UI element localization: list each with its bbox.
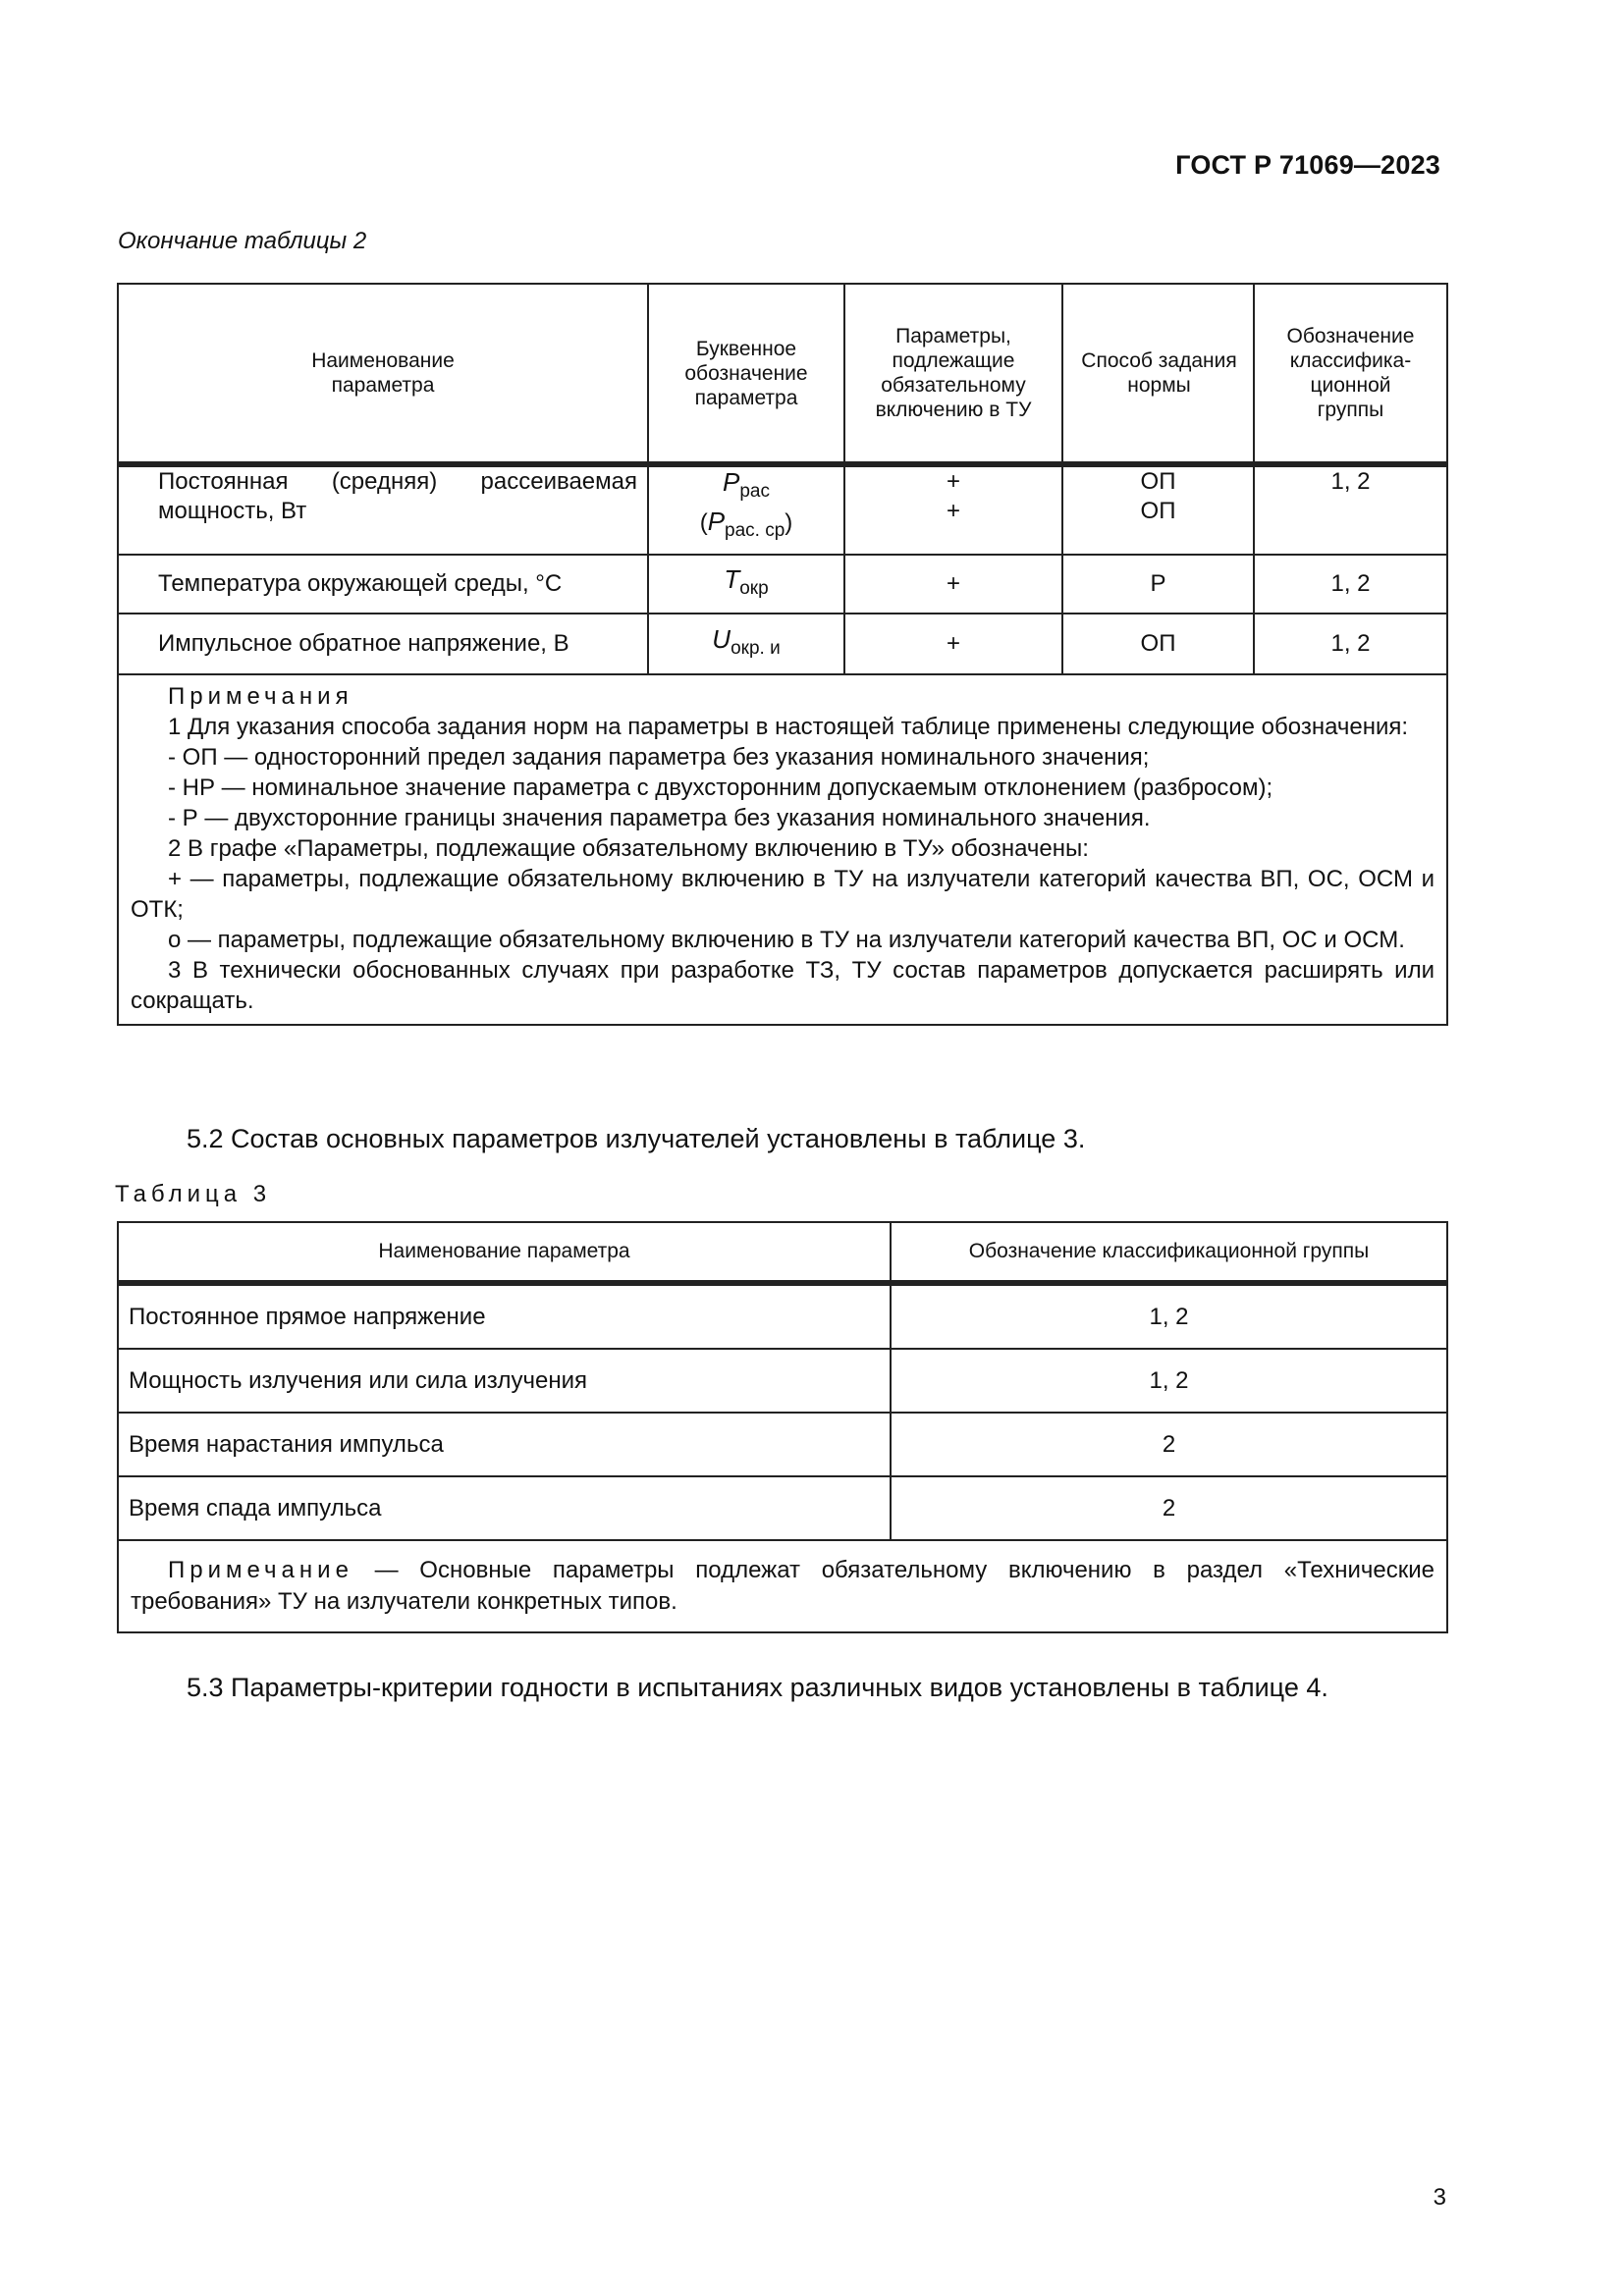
table-row xyxy=(118,464,1447,555)
param-symbol: $T_{окр}$ xyxy=(648,555,844,614)
param-symbol: $U_{окр. и}$ xyxy=(648,614,844,674)
note-plus: + — параметры, подлежащие обязательному включению в ТУ на излучатели категорий качества ВП, ОС, ОСМ и ОТК; xyxy=(131,866,1435,923)
note-dash-op: - ОП — односторонний предел задания параметра без указания номинального значения; xyxy=(168,744,1150,771)
table2-continuation-caption: Окончание таблицы 2 xyxy=(118,228,367,254)
header-included-in-tu: Параметры, подлежащие обязательному включению в ТУ xyxy=(844,284,1062,464)
header-param-name: Наименование параметра xyxy=(118,284,648,464)
param-group: 1, 2 xyxy=(1254,555,1447,614)
note-dash-nr: - НР — номинальное значение параметра с двухсторонним допускаемым отклонением (разбросом); xyxy=(168,774,1273,801)
param-name: Импульсное обратное напряжение, В xyxy=(118,614,648,674)
header-letter-symbol: Буквенное обозначение параметра xyxy=(648,284,844,464)
table-3 xyxy=(117,1221,1448,1633)
table-row xyxy=(118,1476,1447,1540)
note-2: 2 В графе «Параметры, подлежащие обязательному включению в ТУ» обозначены: xyxy=(168,835,1089,862)
param-group: 2 xyxy=(891,1476,1447,1540)
param-name: Температура окружающей среды, °С xyxy=(118,555,648,614)
header-class-group: Обозначение классификационной группы xyxy=(891,1222,1447,1283)
table-notes-row xyxy=(118,674,1447,1025)
table-row xyxy=(118,614,1447,674)
param-group: 2 xyxy=(891,1413,1447,1476)
note-title: Примечание xyxy=(168,1557,353,1583)
table3-caption: Таблица 3 xyxy=(115,1181,272,1207)
header-param-name: Наименование параметра xyxy=(118,1222,891,1283)
param-norm: Р xyxy=(1062,555,1254,614)
table-header-row xyxy=(118,284,1447,464)
param-group: 1, 2 xyxy=(1254,464,1447,555)
param-name: Постоянное прямое напряжение xyxy=(118,1283,891,1349)
param-name: Время нарастания импульса xyxy=(118,1413,891,1476)
table-row xyxy=(118,1283,1447,1349)
document-code: ГОСТ Р 71069—2023 xyxy=(1175,150,1440,180)
note-text: — Основные параметры подлежат обязательному включению в раздел «Технические требования» ТУ на излучатели конкретных типов. xyxy=(131,1557,1435,1615)
param-group: 1, 2 xyxy=(891,1349,1447,1413)
note-1: 1 Для указания способа задания норм на параметры в настоящей таблице применены следующие обозначения: xyxy=(168,714,1409,740)
param-included: + xyxy=(844,614,1062,674)
param-symbol: $P_{рас}$ $(P_{рас. ср})$ xyxy=(648,464,844,555)
table2-notes xyxy=(118,674,1447,1025)
param-norm: ОП ОП xyxy=(1062,464,1254,555)
param-name: Постоянная (средняя) рассеиваемая мощность, Вт xyxy=(118,464,648,555)
table-row xyxy=(118,555,1447,614)
table-header-row xyxy=(118,1222,1447,1283)
param-norm: ОП xyxy=(1062,614,1254,674)
param-group: 1, 2 xyxy=(891,1283,1447,1349)
param-name: Мощность излучения или сила излучения xyxy=(118,1349,891,1413)
notes-title: Примечания xyxy=(168,683,353,710)
note-dash-r: - Р — двухсторонние границы значения параметра без указания номинального значения. xyxy=(168,805,1151,831)
table3-note xyxy=(118,1540,1447,1632)
param-group: 1, 2 xyxy=(1254,614,1447,674)
note-3: 3 В технически обоснованных случаях при разработке ТЗ, ТУ состав параметров допускается расширять или сокращать. xyxy=(131,957,1435,1014)
page-number: 3 xyxy=(1433,2184,1446,2211)
param-included: + + xyxy=(844,464,1062,555)
note-o: о — параметры, подлежащие обязательному включению в ТУ на излучатели категорий качества ВП, ОС и ОСМ. xyxy=(168,927,1405,953)
header-norm-method: Способ задания нормы xyxy=(1062,284,1254,464)
header-class-group: Обозначение классифика-ционной группы xyxy=(1254,284,1447,464)
table-2 xyxy=(117,283,1448,1026)
paragraph-5-2: 5.2 Состав основных параметров излучателей установлены в таблице 3. xyxy=(187,1124,1086,1153)
table-row xyxy=(118,1413,1447,1476)
table-notes-row xyxy=(118,1540,1447,1632)
param-included: + xyxy=(844,555,1062,614)
table-row xyxy=(118,1349,1447,1413)
param-name: Время спада импульса xyxy=(118,1476,891,1540)
paragraph-5-3: 5.3 Параметры-критерии годности в испытаниях различных видов установлены в таблице 4. xyxy=(187,1673,1328,1702)
